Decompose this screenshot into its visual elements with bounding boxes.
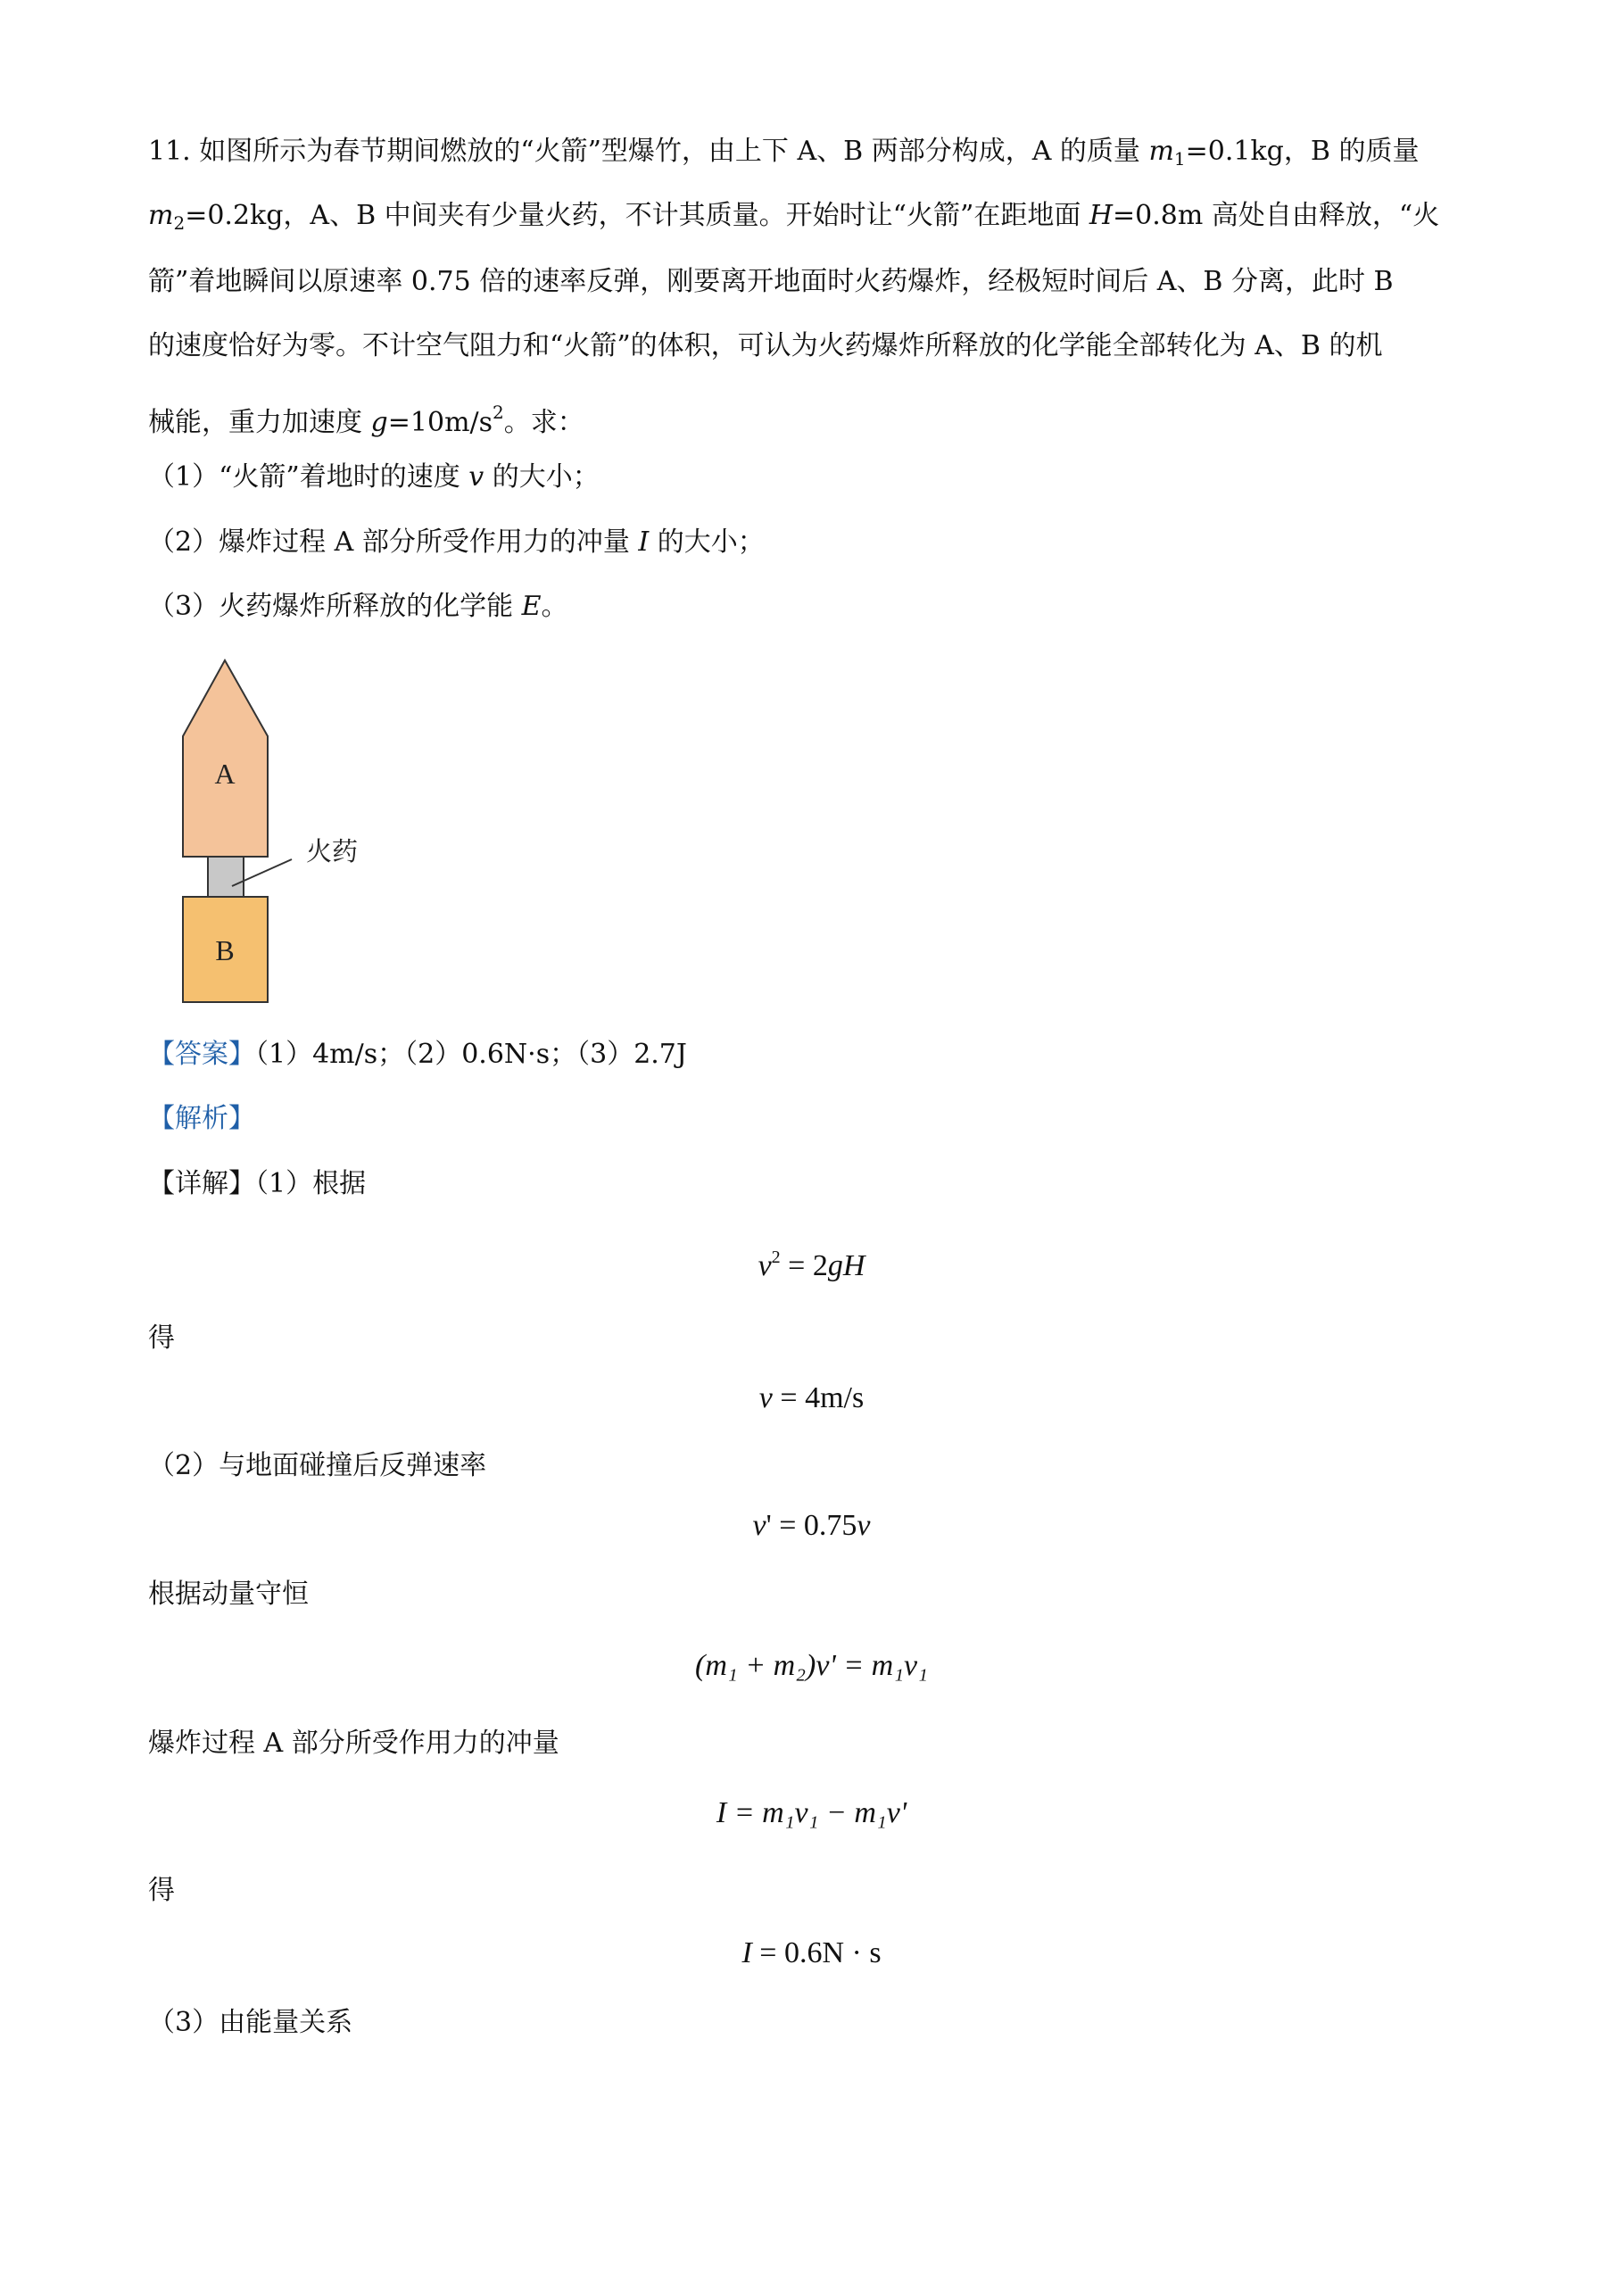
sub-question-2: （2）爆炸过程 A 部分所受作用力的冲量 I 的大小； <box>148 526 765 558</box>
detail-line-1: 【详解】（1）根据 <box>148 1168 367 1199</box>
detail-de-1: 得 <box>148 1322 175 1354</box>
question-line-2: $m_2=0.2kg$，A、B 中间夹有少量火药，不计其质量。开始时让“火箭”在距地面 H=0.8m 高处自由释放，“火 <box>148 200 1440 234</box>
rocket-diagram <box>170 656 384 1013</box>
question-line-5: 械能，重力加速度 $g=10m/s^2$。求： <box>148 402 584 438</box>
question-line-3: 箭”着地瞬间以原速率 0.75 倍的速率反弹，刚要离开地面时火药爆炸，经极短时间后 A、B 分离，此时 B <box>148 266 1394 297</box>
equation-3: v' = 0.75v <box>752 1509 871 1542</box>
powder-block <box>208 857 244 897</box>
question-line-1: 11. 如图所示为春节期间燃放的“火箭”型爆竹，由上下 A、B 两部分构成，A 的质量 $m_1=0.1kg$，B 的质量 <box>148 136 1420 170</box>
equation-2: v = 4m/s <box>758 1381 865 1414</box>
detail-de-2: 得 <box>148 1875 175 1906</box>
powder-label: 火药 <box>306 838 359 866</box>
answer-text: （1）4m/s；（2）0.6N·s；（3）2.7J <box>255 1039 687 1070</box>
detail-line-4: 爆炸过程 A 部分所受作用力的冲量 <box>148 1728 559 1759</box>
question-line-4: 的速度恰好为零。不计空气阻力和“火箭”的体积，可认为火药爆炸所释放的化学能全部转化为 A、B 的机 <box>148 330 1383 361</box>
part-b-label: B <box>215 934 235 966</box>
equation-1: $v^2 = 2gH$ <box>758 1247 865 1282</box>
sub-question-1: （1）“火箭”着地时的速度 v 的大小； <box>148 461 600 493</box>
analysis-tag: 【解析】 <box>148 1103 255 1134</box>
answer-line <box>148 1037 687 1073</box>
sub-question-3: （3）火药爆炸所释放的化学能 E。 <box>148 591 568 622</box>
detail-line-5: （3）由能量关系 <box>148 2007 353 2038</box>
detail-line-2: （2）与地面碰撞后反弹速率 <box>148 1450 487 1481</box>
detail-line-3: 根据动量守恒 <box>148 1579 309 1610</box>
detail-tag: 【详解】 <box>148 1168 255 1199</box>
equation-5: I = m₁v₁ − m₁v' <box>716 1796 907 1829</box>
equation-4: (m₁ + m₂)v' = m₁v₁ <box>695 1649 928 1682</box>
answer-tag: 【答案】 <box>148 1039 255 1070</box>
part-a-label: A <box>214 758 236 790</box>
analysis-line <box>148 1101 255 1137</box>
equation-6: I = 0.6N · s <box>741 1936 882 1969</box>
